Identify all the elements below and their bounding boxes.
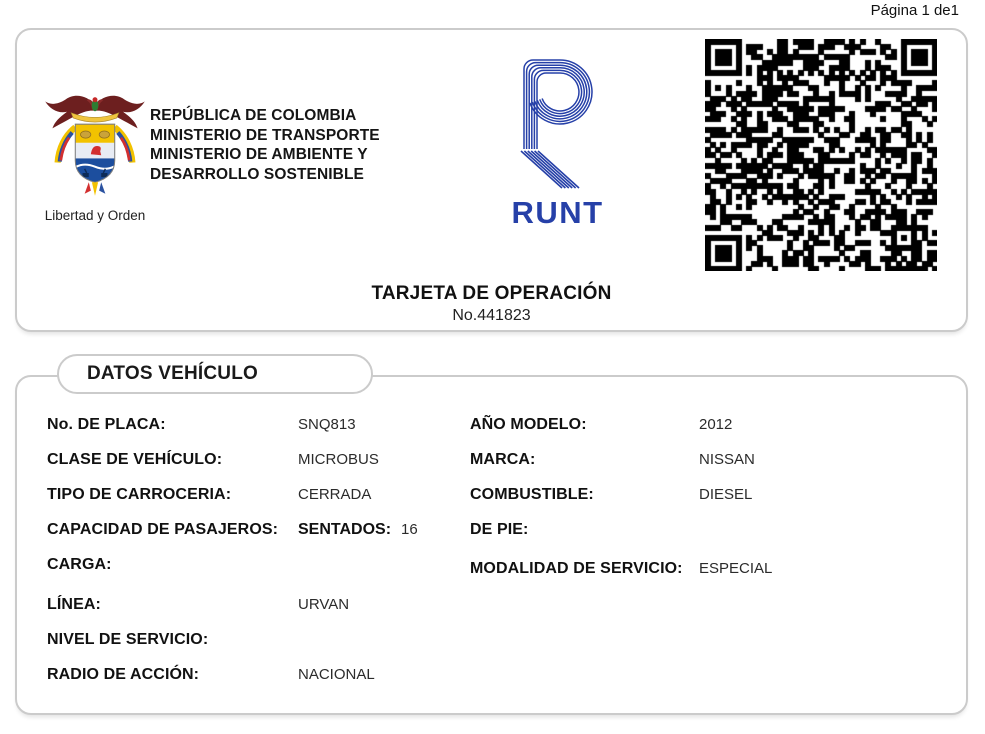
field-label: LÍNEA: — [47, 596, 101, 613]
field-value: MICROBUS — [298, 451, 379, 468]
runt-logo — [485, 52, 630, 231]
header-panel — [15, 28, 968, 332]
field-row-clase — [47, 451, 379, 469]
ministry-line: REPÚBLICA DE COLOMBIA — [150, 107, 357, 124]
field-label: CAPACIDAD DE PASAJEROS: — [47, 521, 279, 538]
field-value: ESPECIAL — [699, 560, 773, 577]
ministry-text-block — [150, 106, 380, 184]
field-label: DE PIE: — [470, 521, 529, 538]
field-row-carga — [47, 556, 298, 574]
field-row-ano-modelo — [470, 416, 732, 434]
ministry-line: MINISTERIO DE AMBIENTE Y — [150, 146, 368, 164]
field-row-capacidad — [47, 521, 418, 539]
ministry-line: DESARROLLO SOSTENIBLE — [150, 165, 364, 183]
field-value: NACIONAL — [298, 666, 375, 683]
field-row-carroceria — [47, 486, 371, 504]
field-label: CARGA: — [47, 556, 112, 573]
field-label: AÑO MODELO: — [470, 416, 587, 433]
emblem-caption: Libertad y Orden — [44, 208, 146, 223]
document-title: TARJETA DE OPERACIÓN — [371, 283, 612, 304]
field-row-modalidad — [470, 560, 772, 578]
field-label: CLASE DE VEHÍCULO: — [47, 451, 223, 468]
field-value: URVAN — [298, 596, 350, 613]
field-value: SNQ813 — [298, 416, 356, 433]
document-number: No.441823 — [452, 307, 531, 324]
page-number: Página 1 de1 — [870, 2, 959, 19]
field-row-radio — [47, 666, 375, 684]
field-label: No. DE PLACA: — [47, 416, 166, 433]
colombia-coat-of-arms — [43, 92, 147, 223]
field-value: 16 — [401, 521, 418, 538]
field-value: DIESEL — [699, 486, 753, 503]
coat-of-arms-icon — [43, 92, 147, 202]
field-row-de-pie — [470, 521, 699, 539]
field-row-marca — [470, 451, 755, 469]
runt-r-icon — [506, 52, 610, 192]
field-label: COMBUSTIBLE: — [470, 486, 594, 503]
field-value: 2012 — [699, 416, 733, 433]
ministry-line: MINISTERIO DE TRANSPORTE — [150, 126, 380, 144]
field-row-combustible — [470, 486, 752, 504]
field-label: MODALIDAD DE SERVICIO: — [470, 560, 683, 577]
field-value: NISSAN — [699, 451, 755, 468]
field-value: CERRADA — [298, 486, 372, 503]
field-row-nivel — [47, 631, 298, 649]
qr-code — [705, 39, 937, 271]
field-row-placa — [47, 416, 356, 434]
field-sublabel: SENTADOS: — [298, 521, 392, 538]
field-label: RADIO DE ACCIÓN: — [47, 666, 200, 683]
section-tab-datos-vehiculo: DATOS VEHÍCULO — [57, 354, 373, 394]
field-row-linea — [47, 596, 349, 614]
field-label: TIPO DE CARROCERIA: — [47, 486, 232, 503]
runt-wordmark: RUNT — [511, 195, 604, 230]
field-label: MARCA: — [470, 451, 536, 468]
vehicle-data-panel — [15, 363, 968, 715]
field-label: NIVEL DE SERVICIO: — [47, 631, 209, 648]
